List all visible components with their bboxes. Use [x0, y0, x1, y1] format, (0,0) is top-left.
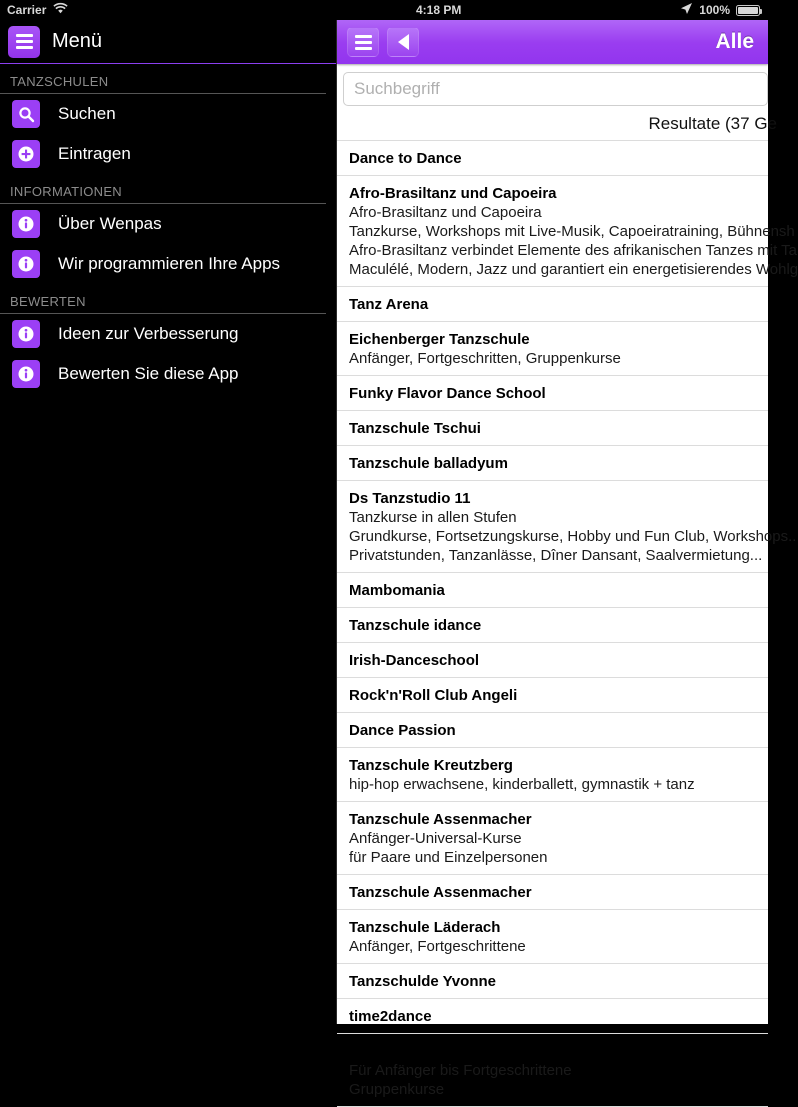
list-item-title: Tanzschule balladyum	[349, 455, 508, 472]
navigation-bar	[337, 20, 768, 64]
list-item-title: Rock'n'Roll Club Angeli	[349, 687, 518, 704]
results-list	[337, 140, 798, 1107]
sidebar-item-label: Wir programmieren Ihre Apps	[58, 254, 281, 273]
list-item-title: Tanzschule Kreutzberg	[349, 757, 513, 774]
list-item[interactable]	[337, 141, 768, 176]
list-item-detail: Afro-Brasiltanz verbindet Elemente des afrikanischen Tanzes mit Ta	[349, 242, 798, 259]
list-item-title: Irish-Danceschool	[349, 652, 480, 669]
list-item-title: Dance to Dance	[349, 150, 462, 167]
list-item-detail: für Paare und Einzelpersonen	[349, 849, 548, 866]
back-button[interactable]	[387, 27, 419, 57]
search-icon	[12, 100, 40, 128]
list-item-detail: Privatstunden, Tanzanlässe, Dîner Dansant, Saalvermietung...	[349, 547, 763, 564]
sidebar-header	[0, 20, 336, 64]
status-bar-left	[0, 3, 320, 17]
plus-circle-icon	[12, 140, 40, 168]
list-item-title: Tanzschule Assenmacher	[349, 811, 532, 828]
list-item-title: Tanzschule Läderach	[349, 919, 501, 936]
list-item-detail: Maculélé, Modern, Jazz und garantiert ein energetisierendes Wohlg	[349, 261, 798, 278]
list-item-detail: Anfänger, Fortgeschrittene	[349, 938, 526, 955]
hamburger-lines	[16, 34, 33, 49]
sidebar-item-suchen[interactable]	[0, 94, 336, 134]
clock-label: 4:18 PM	[416, 3, 462, 17]
sidebar-item-label: Bewerten Sie diese App	[58, 364, 239, 383]
info-circle-icon	[12, 250, 40, 278]
navbar-hamburger-menu-icon[interactable]	[347, 27, 379, 57]
info-circle-icon	[12, 360, 40, 388]
sidebar-item-ueber-wenpas[interactable]	[0, 204, 336, 244]
carrier-label: Carrier	[7, 3, 47, 17]
section-header: TANZSCHULEN	[0, 64, 326, 94]
list-item-title: Eichenberger Tanzschule	[349, 331, 530, 348]
list-item[interactable]	[337, 964, 768, 999]
list-item[interactable]	[337, 678, 768, 713]
list-item[interactable]	[337, 608, 768, 643]
sidebar-item-wir-programmieren-ihre-apps[interactable]	[0, 244, 336, 284]
list-item[interactable]	[337, 322, 768, 376]
list-item-title: Dance Passion	[349, 722, 456, 739]
hamburger-lines	[355, 35, 372, 50]
list-item-detail: Für Anfänger bis Fortgeschrittene	[349, 1062, 572, 1079]
list-item-title: Afro-Brasiltanz und Capoeira	[349, 185, 557, 202]
wifi-icon	[53, 3, 68, 17]
list-item[interactable]	[337, 287, 768, 322]
list-item[interactable]	[337, 481, 797, 573]
sidebar-item-ideen-zur-verbesserung[interactable]	[0, 314, 336, 354]
results-count-label: Resultate (37 Ge	[648, 114, 777, 133]
page-title: Alle	[715, 30, 754, 53]
list-item-detail: Gruppenkurse	[349, 1081, 445, 1098]
list-item[interactable]	[337, 875, 768, 910]
list-item-title: Tanzschulde Yvonne	[349, 973, 496, 990]
section-header: BEWERTEN	[0, 284, 326, 314]
sidebar-item-label: Ideen zur Verbesserung	[58, 324, 239, 343]
list-item-title: Mambomania	[349, 582, 445, 599]
list-item-detail: Anfänger, Fortgeschritten, Gruppenkurse	[349, 350, 621, 367]
sidebar-item-label: Eintragen	[58, 144, 131, 163]
sidebar-title: Menü	[52, 30, 103, 52]
location-arrow-icon	[680, 2, 693, 18]
sidebar-item-label: Suchen	[58, 104, 116, 123]
sidebar-item-bewerten-sie-diese-app[interactable]	[0, 354, 336, 394]
sidebar-section-bewerten	[0, 284, 336, 394]
list-item[interactable]	[337, 376, 768, 411]
section-header: INFORMATIONEN	[0, 174, 326, 204]
battery-percent-label: 100%	[699, 3, 730, 17]
list-item-detail: Tanzkurse, Workshops mit Live-Musik, Capoeiratraining, Bühnensh	[349, 223, 795, 240]
list-item[interactable]	[337, 573, 768, 608]
sidebar-section-informationen	[0, 174, 336, 284]
list-item-detail: Anfänger-Universal-Kurse	[349, 830, 522, 847]
search-bar	[337, 64, 768, 112]
list-item[interactable]	[337, 446, 768, 481]
list-item-detail: hip-hop erwachsene, kinderballett, gymnastik + tanz	[349, 776, 695, 793]
status-bar-center	[320, 3, 680, 17]
sidebar	[0, 20, 336, 1024]
list-item[interactable]	[337, 713, 768, 748]
list-item-detail: Grundkurse, Fortsetzungskurse, Hobby und Fun Club, Workshops..	[349, 528, 797, 545]
results-count	[337, 112, 777, 140]
list-item-title: time2dance	[349, 1008, 432, 1025]
sidebar-item-eintragen[interactable]	[0, 134, 336, 174]
status-bar-right	[680, 2, 768, 18]
sidebar-section-tanzschulen	[0, 64, 336, 174]
list-item-title: Tanz Arena	[349, 296, 429, 313]
status-bar	[0, 0, 768, 20]
list-item[interactable]	[337, 999, 768, 1034]
list-item-title: Funky Flavor Dance School	[349, 385, 546, 402]
list-item[interactable]	[337, 411, 768, 446]
info-circle-icon	[12, 320, 40, 348]
list-item-title: Dance-in Tanzstudio	[349, 1043, 495, 1060]
list-item-title: Ds Tanzstudio 11	[349, 490, 471, 507]
list-item[interactable]	[337, 1034, 768, 1107]
list-item[interactable]	[337, 176, 798, 287]
list-item[interactable]	[337, 643, 768, 678]
chevron-left-icon	[398, 34, 409, 50]
list-item[interactable]	[337, 910, 768, 964]
sidebar-item-label: Über Wenpas	[58, 214, 162, 233]
list-item[interactable]	[337, 748, 768, 802]
list-item-title: Tanzschule idance	[349, 617, 482, 634]
content-panel	[336, 20, 798, 1098]
list-item-detail: Afro-Brasiltanz und Capoeira	[349, 204, 542, 221]
sidebar-hamburger-menu-icon[interactable]	[8, 26, 40, 58]
list-item-title: Tanzschule Assenmacher	[349, 884, 532, 901]
list-item-detail: Tanzkurse in allen Stufen	[349, 509, 517, 526]
info-circle-icon	[12, 210, 40, 238]
battery-full-icon	[736, 5, 760, 16]
search-input[interactable]	[343, 72, 768, 106]
list-item-title: Tanzschule Tschui	[349, 420, 481, 437]
list-item[interactable]	[337, 802, 768, 875]
